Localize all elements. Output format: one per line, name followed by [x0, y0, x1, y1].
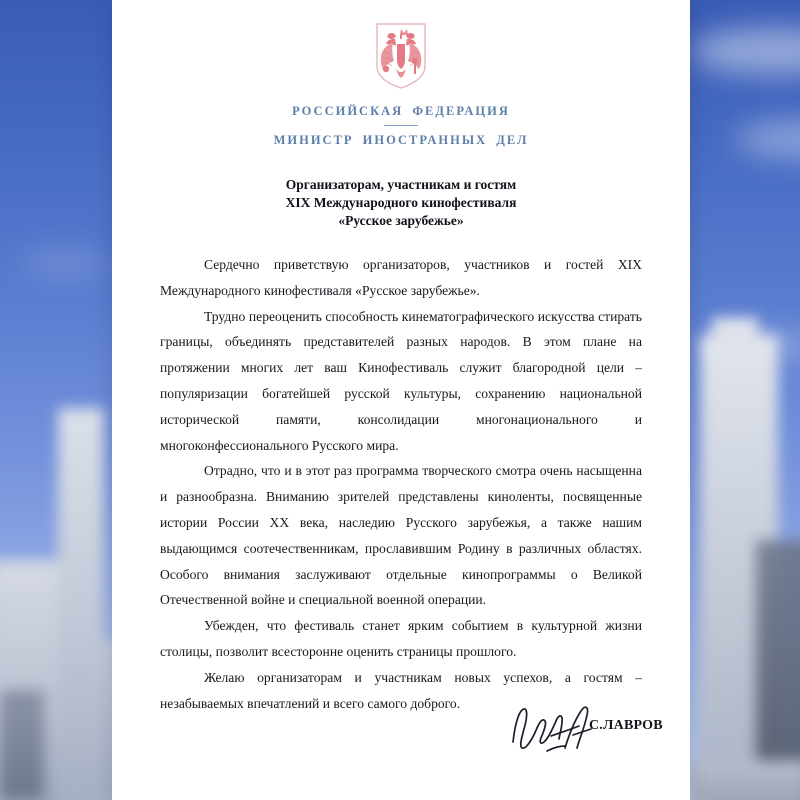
paragraph: Трудно переоценить способность кинематографического искусства стирать границы, объединять представителей разных народов. В этом плане на протяжении многих лет ваш Кинофестиваль служит благородной цели – популяризации богатейшей русской культуры, сохранению национальной исторической памяти, консолидации многонационального и многоконфессионального Русского мира.	[160, 308, 642, 453]
addressee-line-3: «Русское зарубежье»	[338, 213, 464, 228]
addressee-line-2: XIX Международного кинофестиваля	[285, 195, 517, 210]
addressee-block	[112, 176, 690, 230]
document-page	[112, 0, 690, 800]
letter-body	[160, 252, 642, 716]
building-right-base	[690, 760, 800, 800]
paragraph: Убежден, что фестиваль станет ярким событием в культурной жизни столицы, позволит всесторонне оценить страницы прошлого.	[160, 618, 642, 659]
signature-block	[112, 700, 690, 760]
letterhead-divider	[384, 125, 418, 126]
signature-name: С.ЛАВРОВ	[589, 718, 663, 733]
letterhead	[112, 0, 690, 148]
building-left-shadow	[0, 690, 44, 800]
paragraph: Отрадно, что и в этот раз программа творческого смотра очень насыщенна и разнообразна. Вниманию зрителей представлены киноленты, посвященные истории России XX века, наследию Русского зарубежья, а также нашим выдающимся соотечественникам, прославившим Родину в различных областях. Особого внимания заслуживают отдельные кинопрограммы о Великой Отечественной войне и специальной военной операции.	[160, 463, 642, 608]
letterhead-line-ministry: МИНИСТР ИНОСТРАННЫХ ДЕЛ	[273, 133, 529, 147]
letterhead-line-country: РОССИЙСКАЯ ФЕДЕРАЦИЯ	[292, 104, 510, 118]
paragraph: Желаю организаторам и участникам новых успехов, а гостям – незабываемых впечатлений и всего самого доброго.	[160, 669, 642, 711]
addressee-line-1: Организаторам, участникам и гостям	[285, 177, 517, 192]
cloud	[20, 250, 110, 276]
russian-coat-of-arms-icon	[373, 22, 429, 90]
building-left-spire	[58, 408, 104, 800]
paragraph: Сердечно приветствую организаторов, участников и гостей XIX Международного кинофестиваля «Русское зарубежье».	[160, 257, 642, 298]
